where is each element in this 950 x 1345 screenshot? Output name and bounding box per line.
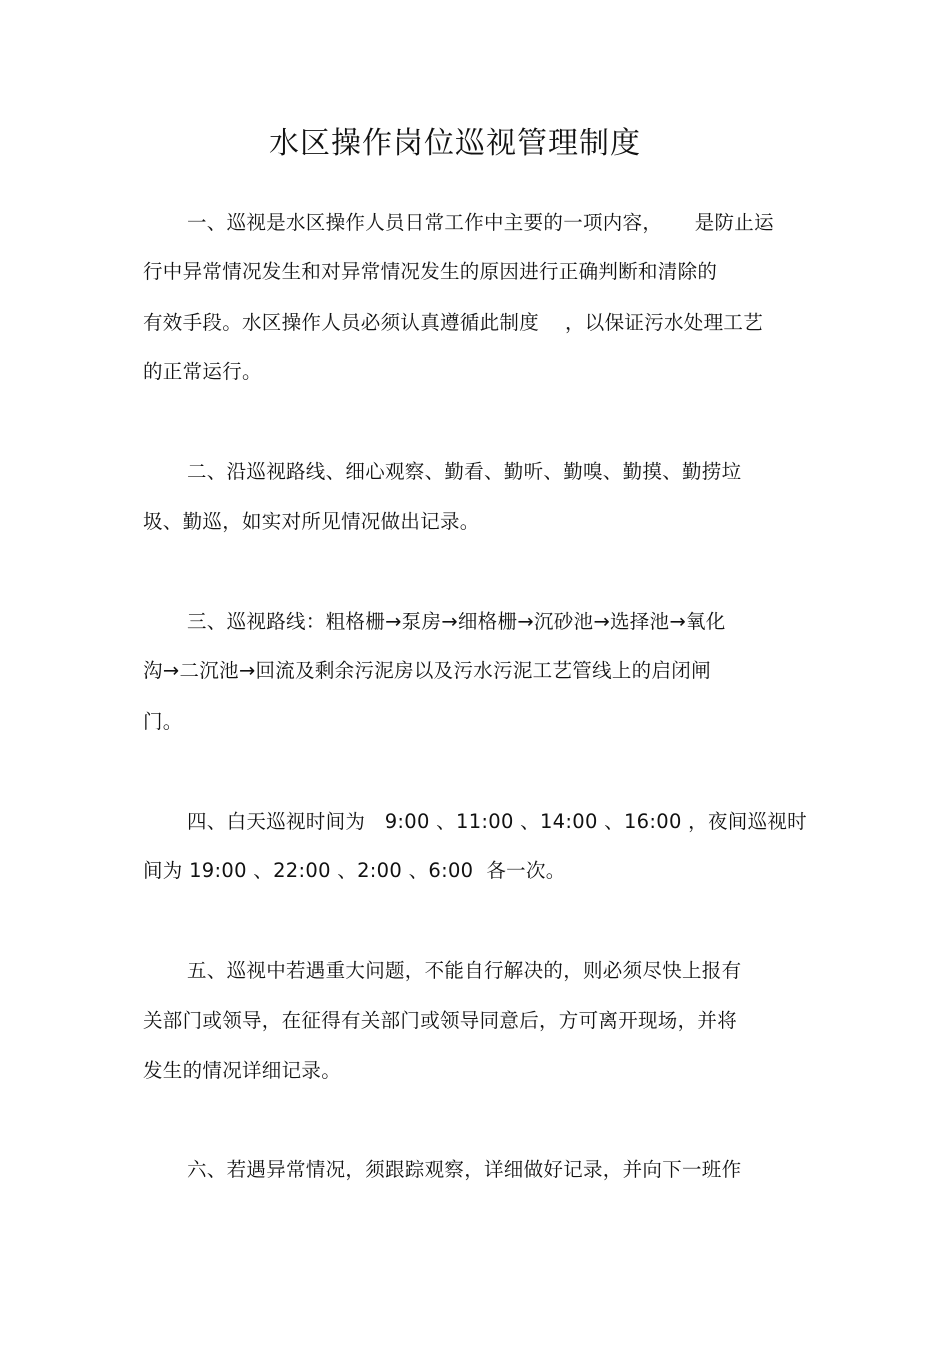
paragraph-4-line-2: 间为 19:00 、22:00 、2:00 、6:00 各一次。 bbox=[143, 859, 566, 882]
paragraph-4-line-1: 四、白天巡视时间为 9:00 、11:00 、14:00 、16:00 ，夜间巡视时 bbox=[187, 810, 807, 833]
document-title: 水区操作岗位巡视管理制度 bbox=[269, 126, 641, 161]
paragraph-2-line-1: 二、沿巡视路线、细心观察、勤看、勤听、勤嗅、勤摸、勤捞垃 bbox=[187, 460, 742, 483]
paragraph-3-line-1: 三、巡视路线：粗格栅→泵房→细格栅→沉砂池→选择池→氧化 bbox=[187, 610, 726, 633]
paragraph-5-line-1: 五、巡视中若遇重大问题，不能自行解决的，则必须尽快上报有 bbox=[187, 959, 742, 982]
paragraph-1-line-1: 一、巡视是水区操作人员日常工作中主要的一项内容， 是防止运 bbox=[187, 211, 774, 234]
paragraph-1-line-2: 行中异常情况发生和对异常情况发生的原因进行正确判断和清除的 bbox=[143, 260, 718, 283]
paragraph-3-line-2: 沟→二沉池→回流及剩余污泥房以及污水污泥工艺管线上的启闭闸 bbox=[143, 659, 711, 682]
paragraph-2-line-2: 圾、勤巡，如实对所见情况做出记录。 bbox=[143, 510, 480, 533]
paragraph-6-line-1: 六、若遇异常情况，须跟踪观察，详细做好记录，并向下一班作 bbox=[187, 1158, 742, 1181]
paragraph-3-line-3: 门。 bbox=[143, 710, 183, 733]
paragraph-1-line-4: 的正常运行。 bbox=[143, 360, 262, 383]
paragraph-1-line-3: 有效手段。水区操作人员必须认真遵循此制度 ，以保证污水处理工艺 bbox=[143, 311, 763, 334]
paragraph-5-line-2: 关部门或领导，在征得有关部门或领导同意后，方可离开现场，并将 bbox=[143, 1009, 738, 1032]
paragraph-5-line-3: 发生的情况详细记录。 bbox=[143, 1059, 342, 1082]
